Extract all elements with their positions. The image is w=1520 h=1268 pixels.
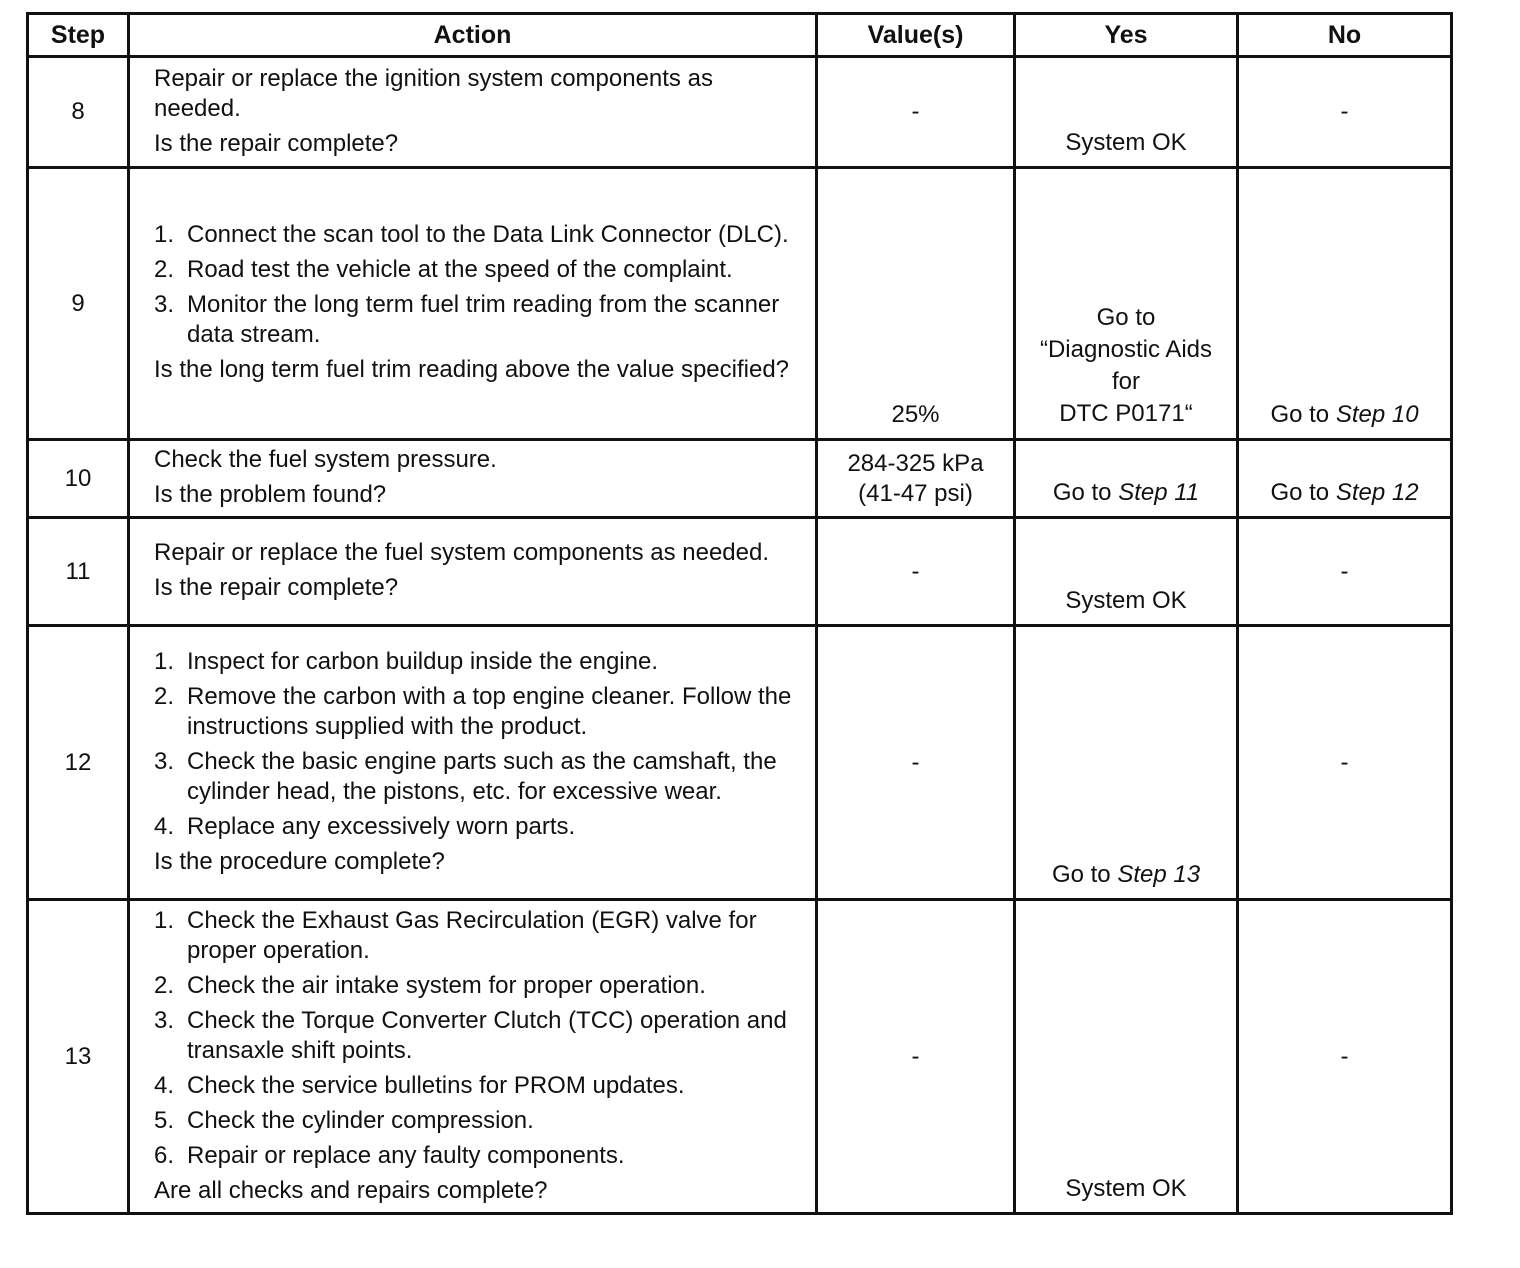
action-cell <box>129 518 817 626</box>
no-cell <box>1238 440 1452 518</box>
item-number: 2. <box>154 971 175 999</box>
action-cell <box>129 900 817 1214</box>
step-number: 8 <box>28 57 129 168</box>
header-yes: Yes <box>1015 14 1238 57</box>
item-text: Check the cylinder compression. <box>187 1106 534 1134</box>
item-text: Check the air intake system for proper operation. <box>187 971 706 999</box>
item-number: 4. <box>154 812 175 840</box>
step-number: 9 <box>28 168 129 440</box>
yes-cell: System OK <box>1015 57 1238 168</box>
procedure-item <box>154 220 805 250</box>
action-question: Is the procedure complete? <box>154 847 445 875</box>
pressure-kpa: 284-325 kPa <box>847 449 984 477</box>
item-text: Check the Exhaust Gas Recirculation (EGR) valve for proper operation. <box>187 906 757 964</box>
procedure-item <box>154 647 805 677</box>
diagnostic-aids-link[interactable]: “Diagnostic Aids <box>1039 336 1213 363</box>
header-no: No <box>1238 14 1452 57</box>
item-text: Inspect for carbon buildup inside the engine. <box>187 647 658 675</box>
step-10-link[interactable]: Step 10 <box>1335 401 1419 428</box>
action-question: Is the repair complete? <box>154 129 399 157</box>
item-number: 2. <box>154 256 175 283</box>
step-13-link[interactable]: Step 13 <box>1117 861 1201 888</box>
yes-line: Go to <box>1096 304 1156 331</box>
action-text: Check the fuel system pressure. <box>154 446 497 473</box>
no-cell: - <box>1238 626 1452 900</box>
procedure-item <box>154 812 805 842</box>
goto-prefix: Go to <box>1051 861 1118 888</box>
no-cell <box>1238 168 1452 440</box>
procedure-item <box>154 255 805 285</box>
item-number: 1. <box>154 647 175 675</box>
step-11-link[interactable]: Step 11 <box>1118 479 1200 506</box>
item-text: Repair or replace any faulty components. <box>187 1141 625 1169</box>
yes-cell: System OK <box>1015 518 1238 626</box>
table-row-step-10 <box>28 440 1452 518</box>
item-text: Monitor the long term fuel trim reading from the scanner data stream. <box>187 291 780 348</box>
item-text: Check the Torque Converter Clutch (TCC) operation and transaxle shift points. <box>187 1006 787 1064</box>
item-number: 4. <box>154 1071 175 1099</box>
value-cell: - <box>817 57 1015 168</box>
action-cell <box>129 626 817 900</box>
item-number: 3. <box>154 1006 175 1034</box>
step-number: 10 <box>28 440 129 518</box>
yes-cell: System OK <box>1015 900 1238 1214</box>
yes-cell <box>1015 626 1238 900</box>
item-number: 6. <box>154 1141 175 1169</box>
goto-prefix: Go to <box>1052 479 1119 506</box>
item-number: 2. <box>154 682 175 710</box>
header-values: Value(s) <box>817 14 1015 57</box>
item-number: 1. <box>154 221 175 248</box>
procedure-item <box>154 747 805 807</box>
item-text: Road test the vehicle at the speed of the complaint. <box>187 256 733 283</box>
header-row <box>28 14 1452 57</box>
procedure-item <box>154 1071 805 1101</box>
yes-line: DTC P0171“ <box>1059 400 1193 427</box>
header-step: Step <box>28 14 129 57</box>
goto-prefix: Go to <box>1270 401 1336 428</box>
value-cell <box>817 440 1015 518</box>
step-number: 11 <box>28 518 129 626</box>
yes-cell <box>1015 168 1238 440</box>
procedure-item <box>154 290 805 350</box>
procedure-item <box>154 906 805 966</box>
value-cell: 25% <box>817 168 1015 440</box>
table-row-step-13 <box>28 900 1452 1214</box>
table-row-step-9 <box>28 168 1452 440</box>
procedure-item <box>154 1006 805 1066</box>
procedure-item <box>154 971 805 1001</box>
value-cell: - <box>817 626 1015 900</box>
no-cell: - <box>1238 518 1452 626</box>
item-text: Remove the carbon with a top engine cleaner. Follow the instructions supplied with the product. <box>187 682 792 740</box>
no-cell: - <box>1238 57 1452 168</box>
item-number: 3. <box>154 747 175 775</box>
action-cell <box>129 440 817 518</box>
item-text: Check the service bulletins for PROM updates. <box>187 1071 685 1099</box>
procedure-item <box>154 1141 805 1171</box>
header-action: Action <box>129 14 817 57</box>
yes-line: for <box>1111 368 1140 395</box>
item-number: 3. <box>154 291 175 318</box>
item-number: 5. <box>154 1106 175 1134</box>
table-row-step-8 <box>28 57 1452 168</box>
action-question: Are all checks and repairs complete? <box>154 1176 548 1204</box>
procedure-item <box>154 1106 805 1136</box>
item-text: Check the basic engine parts such as the camshaft, the cylinder head, the pistons, etc. for excessive wear. <box>187 747 777 805</box>
step-number: 12 <box>28 626 129 900</box>
goto-prefix: Go to <box>1270 479 1336 506</box>
value-cell: - <box>817 900 1015 1214</box>
action-text: Repair or replace the ignition system components as needed. <box>154 64 713 122</box>
item-text: Connect the scan tool to the Data Link Connector (DLC). <box>187 221 789 248</box>
action-question: Is the problem found? <box>154 481 387 508</box>
action-text: Repair or replace the fuel system components as needed. <box>154 539 770 566</box>
table-row-step-12 <box>28 626 1452 900</box>
item-text: Replace any excessively worn parts. <box>187 812 576 840</box>
table-row-step-11 <box>28 518 1452 626</box>
step-12-link[interactable]: Step 12 <box>1335 479 1419 506</box>
action-cell <box>129 168 817 440</box>
action-question: Is the long term fuel trim reading above the value specified? <box>154 356 790 383</box>
value-cell: - <box>817 518 1015 626</box>
item-number: 1. <box>154 906 175 934</box>
procedure-item <box>154 682 805 742</box>
diagnostic-table <box>26 12 1453 1215</box>
no-cell: - <box>1238 900 1452 1214</box>
yes-cell <box>1015 440 1238 518</box>
step-number: 13 <box>28 900 129 1214</box>
pressure-psi: (41-47 psi) <box>858 479 973 507</box>
action-cell <box>129 57 817 168</box>
action-question: Is the repair complete? <box>154 574 399 601</box>
